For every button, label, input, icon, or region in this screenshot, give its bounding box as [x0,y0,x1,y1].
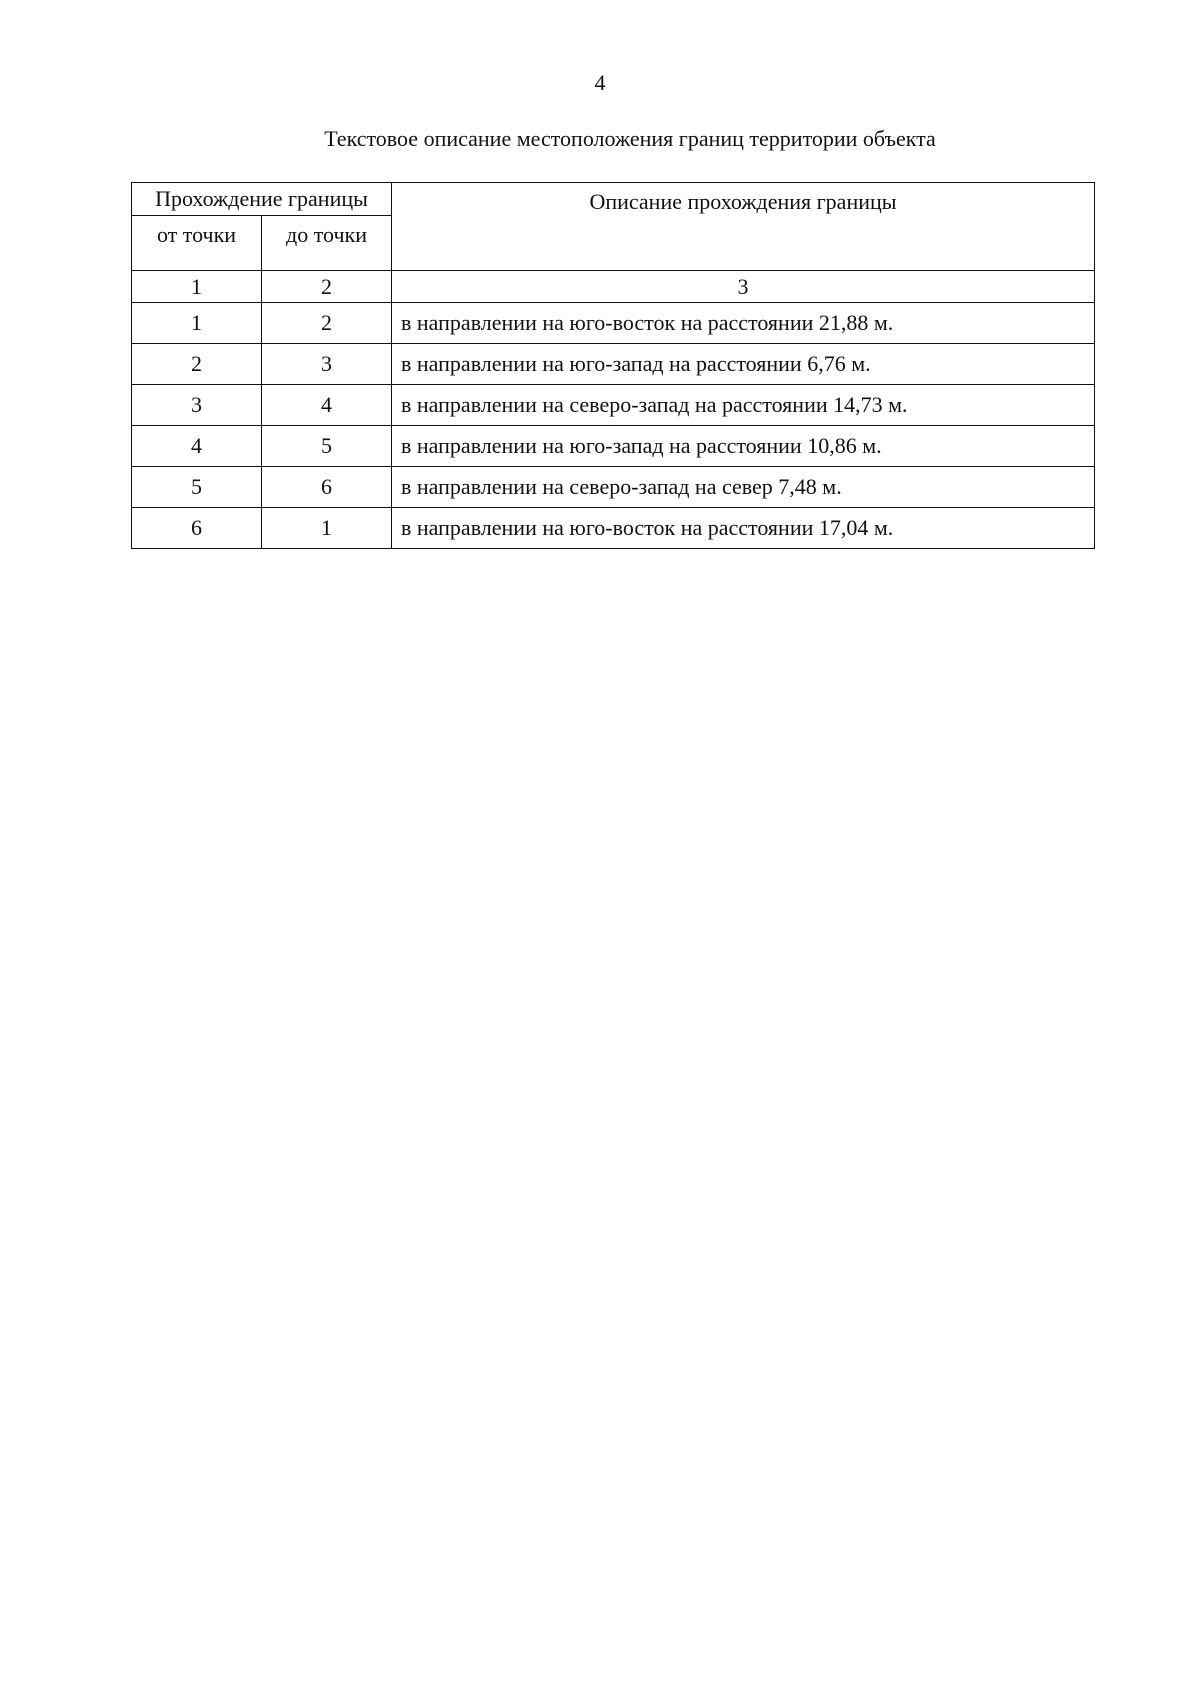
to-point-cell: 5 [262,426,392,467]
from-point-cell: 1 [132,303,262,344]
header-description: Описание прохождения границы [392,183,1095,271]
from-point-cell: 3 [132,385,262,426]
table-row [132,426,1095,467]
from-point-cell: 4 [132,426,262,467]
table-header [132,183,1095,271]
table-row [132,303,1095,344]
column-number: 1 [132,271,262,303]
header-from-point: от точки [132,216,262,271]
to-point-cell: 1 [262,508,392,549]
from-point-cell: 5 [132,467,262,508]
from-point-cell: 6 [132,508,262,549]
boundary-table [131,182,1095,549]
to-point-cell: 4 [262,385,392,426]
description-cell: в направлении на юго-запад на расстоянии 10,86 м. [392,426,1095,467]
table-row [132,344,1095,385]
description-cell: в направлении на северо-запад на север 7,48 м. [392,467,1095,508]
column-number-row [132,271,1095,303]
description-cell: в направлении на северо-запад на расстоянии 14,73 м. [392,385,1095,426]
column-number: 2 [262,271,392,303]
description-cell: в направлении на юго-восток на расстоянии 17,04 м. [392,508,1095,549]
table-row [132,467,1095,508]
to-point-cell: 2 [262,303,392,344]
to-point-cell: 6 [262,467,392,508]
column-number: 3 [392,271,1095,303]
header-to-point: до точки [262,216,392,271]
table-row [132,508,1095,549]
from-point-cell: 2 [132,344,262,385]
document-title: Текстовое описание местоположения границ территории объекта [324,126,936,151]
table-row [132,385,1095,426]
page-number: 4 [594,70,606,95]
description-cell: в направлении на юго-восток на расстоянии 21,88 м. [392,303,1095,344]
description-cell: в направлении на юго-запад на расстоянии 6,76 м. [392,344,1095,385]
header-boundary-passage: Прохождение границы [132,183,392,216]
to-point-cell: 3 [262,344,392,385]
